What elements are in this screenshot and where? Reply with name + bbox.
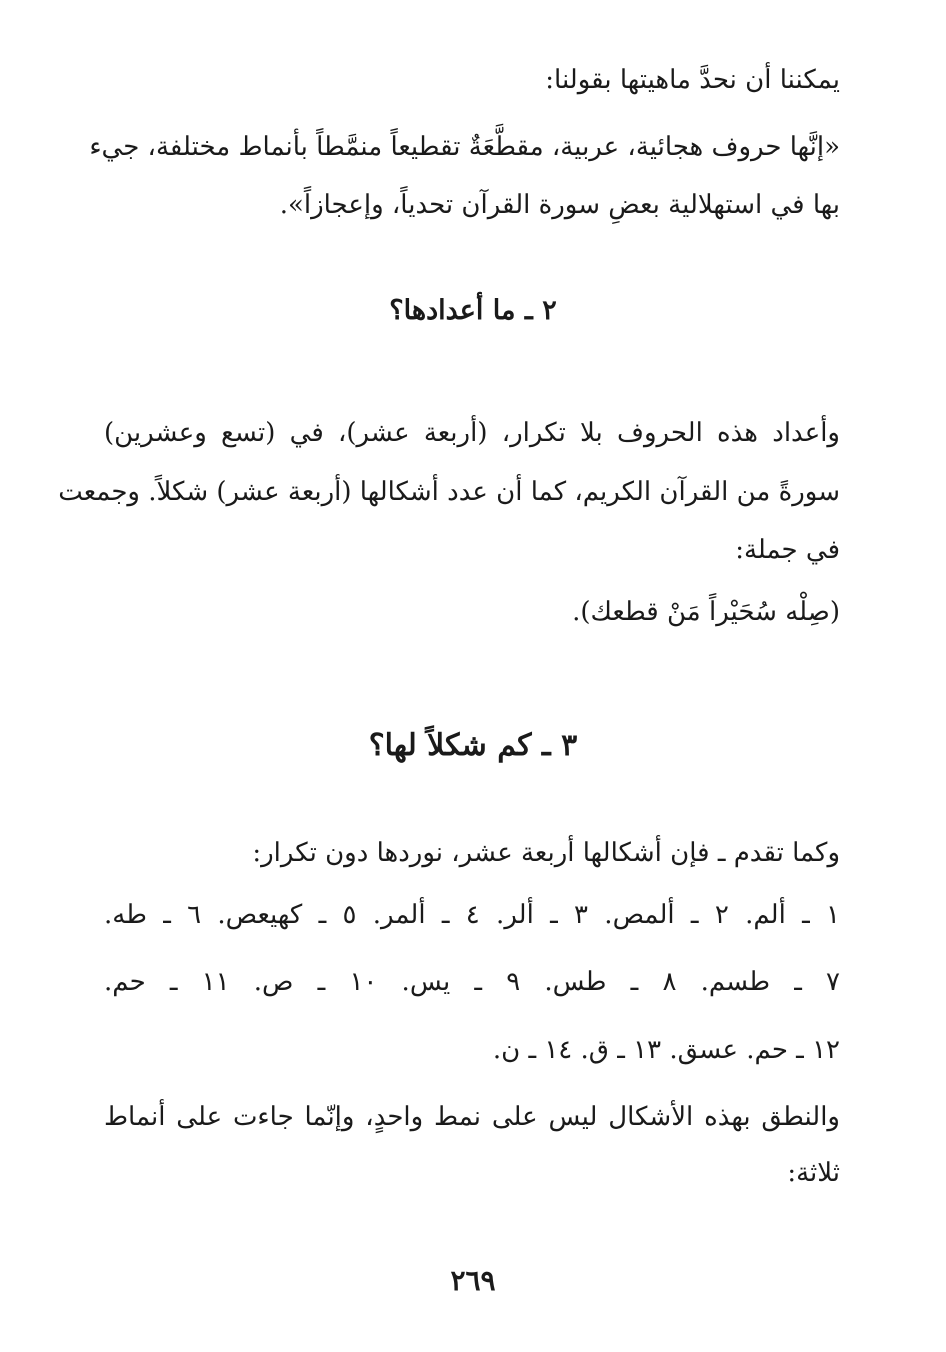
intro-lead: يمكننا أن نحدَّ ماهيتها بقولنا: — [545, 65, 840, 95]
quote-line-1: «إنَّها حروف هجائية، عربية، مقطَّعَةٌ تقطيعاً منمَّطاً بأنماط مختلفة، جيء — [89, 132, 840, 162]
closing-line-1: والنطق بهذه الأشكال ليس على نمط واحدٍ، وإنّما جاءت على أنماط — [104, 1102, 840, 1132]
page-number: ٢٦٩ — [450, 1264, 496, 1297]
section-2-phrase: (صِلْه سُحَيْراً مَنْ قطعك). — [572, 597, 840, 627]
forms-list-line-3: ١٢ ـ حم. عسق. ١٣ ـ ق. ١٤ ـ ن. — [492, 1035, 840, 1065]
section-2-title: ٢ ـ ما أعدادها؟ — [389, 295, 557, 326]
section-2-line-3: في جملة: — [735, 535, 840, 565]
section-3-line-1: وكما تقدم ـ فإن أشكالها أربعة عشر، نوردها دون تكرار: — [252, 838, 840, 868]
section-2-line-2: سورةً من القرآن الكريم، كما أن عدد أشكالها (أربعة عشر) شكلاً. وجمعت — [58, 477, 840, 507]
quote-line-2: بها في استهلالية بعضِ سورة القرآن تحدياً، وإعجازاً». — [279, 190, 840, 220]
forms-list-line-2: ٧ ـ طسم. ٨ ـ طس. ٩ ـ يس. ١٠ ـ ص. ١١ ـ حم. — [104, 967, 840, 997]
section-3-title: ٣ ـ كم شكلاً لها؟ — [368, 728, 578, 763]
closing-line-2: ثلاثة: — [787, 1158, 840, 1188]
forms-list-line-1: ١ ـ ألم. ٢ ـ ألمص. ٣ ـ ألر. ٤ ـ ألمر. ٥ ـ كهيعص. ٦ ـ طه. — [104, 900, 841, 930]
section-2-line-1: وأعداد هذه الحروف بلا تكرار، (أربعة عشر)، في (تسع وعشرين) — [104, 418, 840, 448]
